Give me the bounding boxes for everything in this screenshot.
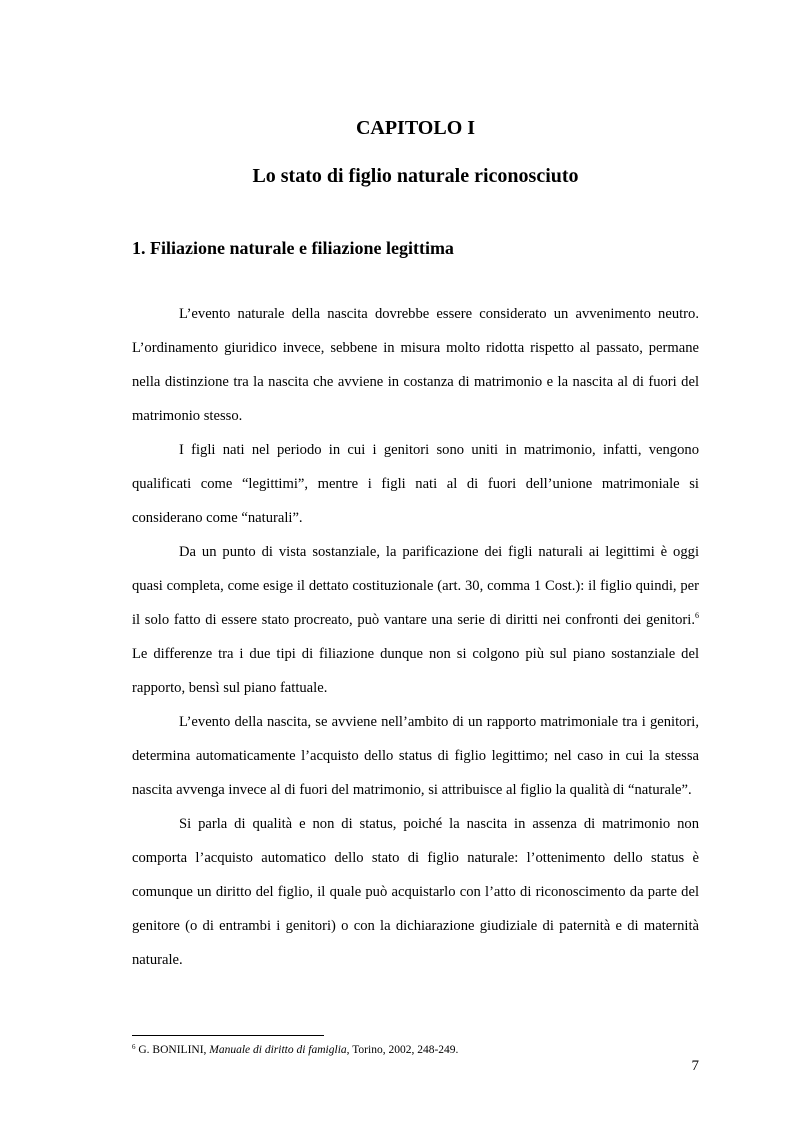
footnote-divider bbox=[132, 1035, 324, 1036]
paragraph-text: Le differenze tra i due tipi di filiazione dunque non si colgono più sul piano sostanziale del rapporto, bensì sul piano fattuale. bbox=[132, 646, 699, 696]
section-heading: 1. Filiazione naturale e filiazione legittima bbox=[132, 238, 454, 258]
paragraph bbox=[132, 535, 699, 705]
page-number: 7 bbox=[691, 1058, 699, 1074]
paragraph: L’evento naturale della nascita dovrebbe essere considerato un avvenimento neutro. L’ordinamento giuridico invece, sebbene in misura molto ridotta rispetto al passato, permane nella distinzione tra la nascita che avviene in costanza di matrimonio e la nascita al di fuori del matrimonio stesso. bbox=[132, 306, 699, 424]
paragraph-text: Da un punto di vista sostanziale, la parificazione dei figli naturali ai legittimi è oggi quasi completa, come esige il dettato costituzionale (art. 30, comma 1 Cost.): il figlio quindi, per il solo fatto di essere stato procreato, può vantare una serie di diritti nei confronti dei genitori. bbox=[132, 544, 699, 628]
footnote-details: , Torino, 2002, 248-249. bbox=[346, 1044, 459, 1056]
footnote-work-title: Manuale di diritto di famiglia bbox=[209, 1044, 347, 1056]
chapter-title: Lo stato di figlio naturale riconosciuto bbox=[252, 165, 579, 187]
paragraph: I figli nati nel periodo in cui i genitori sono uniti in matrimonio, infatti, vengono qualificati come “legittimi”, mentre i figli nati al di fuori dell’unione matrimoniale si considerano come “naturali”. bbox=[132, 442, 699, 526]
footnote-number: 6 bbox=[132, 1043, 136, 1051]
paragraph: Si parla di qualità e non di status, poiché la nascita in assenza di matrimonio non comporta l’acquisto automatico dello stato di figlio naturale: l’ottenimento dello status è comunque un diritto del figlio, il quale può acquistarlo con l’atto di riconoscimento da parte del genitore (o di entrambi i genitori) o con la dichiarazione giudiziale di paternità e di maternità naturale. bbox=[132, 816, 699, 968]
footnote-reference: 6 bbox=[695, 611, 699, 620]
footnote-author: G. BONILINI, bbox=[135, 1044, 210, 1056]
body-text bbox=[132, 297, 699, 977]
paragraph: L’evento della nascita, se avviene nell’ambito di un rapporto matrimoniale tra i genitori, determina automaticamente l’acquisto dello status di figlio legittimo; nel caso in cui la stessa nascita avvenga invece al di fuori del matrimonio, si attribuisce al figlio la qualità di “naturale”. bbox=[132, 714, 699, 798]
chapter-label: CAPITOLO I bbox=[355, 117, 476, 139]
footnote bbox=[132, 1043, 699, 1057]
